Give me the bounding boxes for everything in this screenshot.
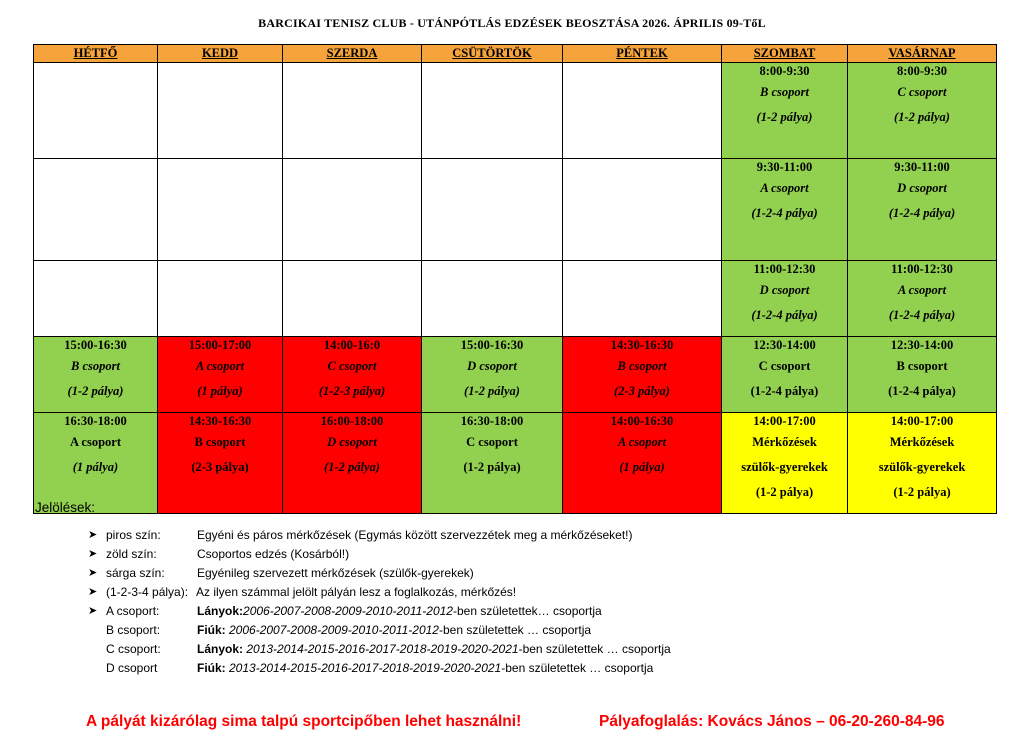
session-group: A csoport (195, 359, 245, 373)
session-courts: (1 pálya) (619, 460, 665, 474)
session-courts: (1-2-4 pálya) (750, 384, 819, 398)
session-cell (722, 63, 848, 159)
session-time: 14:00-16:0 (323, 338, 381, 352)
session-courts: (1-2 pálya) (893, 485, 951, 499)
session-cell (848, 337, 997, 413)
session-courts: (1-2-4 pálya) (888, 384, 956, 398)
session-time: 12:30-14:00 (753, 338, 816, 352)
legend-gender: Lányok: (197, 642, 244, 656)
empty-cell (422, 63, 563, 159)
arrow-bullet-icon: ➤ (88, 548, 98, 560)
session-group: B csoport (71, 359, 120, 373)
session-cell (158, 337, 283, 413)
session-courts: (1-2 pálya) (463, 460, 521, 474)
day-header: HÉTFŐ (34, 45, 158, 63)
empty-cell (158, 261, 283, 337)
session-courts: (2-3 pálya) (614, 384, 670, 398)
session-cell (283, 337, 422, 413)
session-time: 8:00-9:30 (897, 64, 947, 78)
session-group: szülők-gyerekek (878, 460, 966, 474)
day-header: KEDD (158, 45, 283, 63)
legend-gender: Lányok: (197, 604, 244, 618)
empty-cell (158, 159, 283, 261)
empty-cell (283, 63, 422, 159)
booking-contact-note: Pályafoglalás: Kovács János – 06-20-260-84-96 (599, 713, 945, 730)
session-time: 14:00-17:00 (890, 414, 954, 428)
session-cell (563, 413, 722, 514)
legend-description (197, 526, 633, 545)
legend-heading: Jelölések: (35, 500, 96, 515)
session-cell (722, 337, 848, 413)
session-group: C csoport (897, 85, 947, 99)
session-time: 15:00-16:30 (64, 338, 127, 352)
session-cell (283, 413, 422, 514)
legend-description (197, 564, 474, 583)
empty-cell (563, 63, 722, 159)
session-group: B csoport (194, 435, 246, 449)
legend-birth-years: 2006-2007-2008-2009-2010-2011-2012 (243, 604, 453, 618)
arrow-bullet-icon: ➤ (88, 586, 98, 598)
legend-birth-years: 2013-2014-2015-2016-2017-2018-2019-2020-2021 (225, 661, 502, 675)
arrow-bullet-icon: ➤ (88, 529, 98, 541)
session-group: A csoport (617, 435, 667, 449)
session-group: A csoport (760, 181, 809, 195)
session-courts: (1 pálya) (197, 384, 243, 398)
legend-text: -ben születettek … csoportja (518, 642, 671, 656)
empty-cell (34, 63, 158, 159)
schedule-row (34, 413, 997, 514)
session-cell (34, 337, 158, 413)
session-cell (158, 413, 283, 514)
empty-cell (283, 261, 422, 337)
schedule-row (34, 159, 997, 261)
arrow-bullet-icon: ➤ (88, 605, 98, 617)
session-group: B csoport (760, 85, 809, 99)
empty-cell (563, 159, 722, 261)
day-header: VASÁRNAP (848, 45, 997, 63)
legend-key: (1-2-3-4 pálya): (106, 585, 189, 599)
empty-cell (563, 261, 722, 337)
day-header-row (34, 45, 997, 63)
legend-gender: Fiúk: (197, 623, 226, 637)
session-cell (722, 261, 848, 337)
legend-description (196, 583, 516, 602)
session-cell (848, 261, 997, 337)
session-cell (848, 63, 997, 159)
session-cell (34, 413, 158, 514)
empty-cell (34, 261, 158, 337)
page-title: BARCIKAI TENISZ CLUB - UTÁNPÓTLÁS EDZÉSEK BEOSZTÁSA 2026. ÁPRILIS 09-TőL (258, 16, 766, 30)
legend-key: piros szín: (106, 528, 161, 542)
session-courts: (2-3 pálya) (191, 460, 249, 474)
session-time: 12:30-14:00 (890, 338, 954, 352)
legend-text: -ben születettek … csoportja (501, 661, 654, 675)
session-time: 14:00-16:30 (610, 414, 674, 428)
session-group: C csoport (327, 359, 377, 373)
session-courts: (1-2 pálya) (755, 485, 814, 499)
legend-text: Csoportos edzés (Kosárból!) (197, 547, 350, 561)
session-group: C csoport (758, 359, 811, 373)
session-courts: (1-2-4 pálya) (751, 308, 818, 322)
session-time: 14:30-16:30 (188, 414, 252, 428)
day-header: SZOMBAT (722, 45, 848, 63)
legend-key: B csoport: (106, 623, 161, 637)
session-group: C csoport (466, 435, 518, 449)
arrow-bullet-icon: ➤ (88, 567, 98, 579)
session-group: D csoport (467, 359, 517, 373)
session-time: 16:30-18:00 (460, 414, 524, 428)
session-courts: (1-2-4 pálya) (888, 206, 956, 220)
legend-birth-years: 2013-2014-2015-2016-2017-2018-2019-2020-2021 (243, 642, 519, 656)
session-courts: (1-2 pálya) (756, 110, 813, 124)
session-courts: (1-2-4 pálya) (751, 206, 818, 220)
session-cell (563, 337, 722, 413)
empty-cell (283, 159, 422, 261)
session-courts: (1-2 pálya) (324, 460, 380, 474)
legend-key: zöld szín: (106, 547, 157, 561)
legend-text: Egyénileg szervezett mérkőzések (szülők-gyerekek) (197, 566, 474, 580)
session-group: szülők-gyerekek (741, 460, 828, 474)
legend-description (197, 640, 671, 659)
session-time: 9:30-11:00 (894, 160, 950, 174)
session-time: 15:00-17:00 (188, 338, 252, 352)
legend-text: -ben születettek… csoportja (452, 604, 602, 618)
legend-description (197, 545, 349, 564)
session-cell (848, 159, 997, 261)
shoe-rule-note: A pályát kizárólag sima talpú sportcipőben lehet használni! (86, 713, 522, 730)
session-time: 14:00-17:00 (753, 414, 816, 428)
session-cell (422, 337, 563, 413)
legend-description (197, 659, 653, 678)
session-cell (722, 413, 848, 514)
session-courts: (1-2 pálya) (894, 110, 950, 124)
session-courts: (1 pálya) (72, 460, 119, 474)
session-time: 14:30-16:30 (610, 338, 674, 352)
schedule-table (33, 44, 997, 514)
legend-gender: Fiúk: (197, 661, 226, 675)
schedule-row (34, 261, 997, 337)
empty-cell (34, 159, 158, 261)
empty-cell (158, 63, 283, 159)
session-time: 16:00-18:00 (320, 414, 384, 428)
legend-text: Egyéni és páros mérkőzések (Egymás között szervezzétek meg a mérkőzéseket!) (197, 528, 633, 542)
legend-text: -ben születettek … csoportja (438, 623, 592, 637)
session-courts: (1-2-3 pálya) (318, 384, 386, 398)
legend-key: D csoport (106, 661, 158, 675)
legend-birth-years: 2006-2007-2008-2009-2010-2011-2012 (225, 623, 439, 637)
day-header: PÉNTEK (563, 45, 722, 63)
legend-description (197, 621, 591, 640)
session-cell (722, 159, 848, 261)
session-group: D csoport (897, 181, 947, 195)
session-time: 11:00-12:30 (753, 262, 816, 276)
session-group: Mérkőzések (889, 435, 955, 449)
session-group: A csoport (69, 435, 122, 449)
session-courts: (1-2 pálya) (67, 384, 124, 398)
day-header: SZERDA (283, 45, 422, 63)
legend-key: C csoport: (106, 642, 161, 656)
session-group: B csoport (896, 359, 948, 373)
day-header: CSÜTÖRTÖK (422, 45, 563, 63)
session-time: 15:00-16:30 (460, 338, 524, 352)
session-cell (422, 413, 563, 514)
schedule-row (34, 63, 997, 159)
session-time: 16:30-18:00 (64, 414, 127, 428)
session-time: 11:00-12:30 (891, 262, 953, 276)
session-group: Mérkőzések (752, 435, 817, 449)
session-group: D csoport (759, 283, 810, 297)
session-courts: (1-2 pálya) (464, 384, 520, 398)
session-group: A csoport (897, 283, 947, 297)
schedule-row (34, 337, 997, 413)
legend-key: A csoport: (106, 604, 160, 618)
session-group: D csoport (327, 435, 377, 449)
session-group: B csoport (617, 359, 667, 373)
session-time: 8:00-9:30 (759, 64, 810, 78)
session-cell (848, 413, 997, 514)
legend-description (197, 602, 602, 621)
legend-key: sárga szín: (106, 566, 165, 580)
legend-text: Az ilyen számmal jelölt pályán lesz a foglalkozás, mérkőzés! (196, 585, 517, 599)
session-courts: (1-2-4 pálya) (888, 308, 956, 322)
empty-cell (422, 261, 563, 337)
session-time: 9:30-11:00 (756, 160, 813, 174)
empty-cell (422, 159, 563, 261)
